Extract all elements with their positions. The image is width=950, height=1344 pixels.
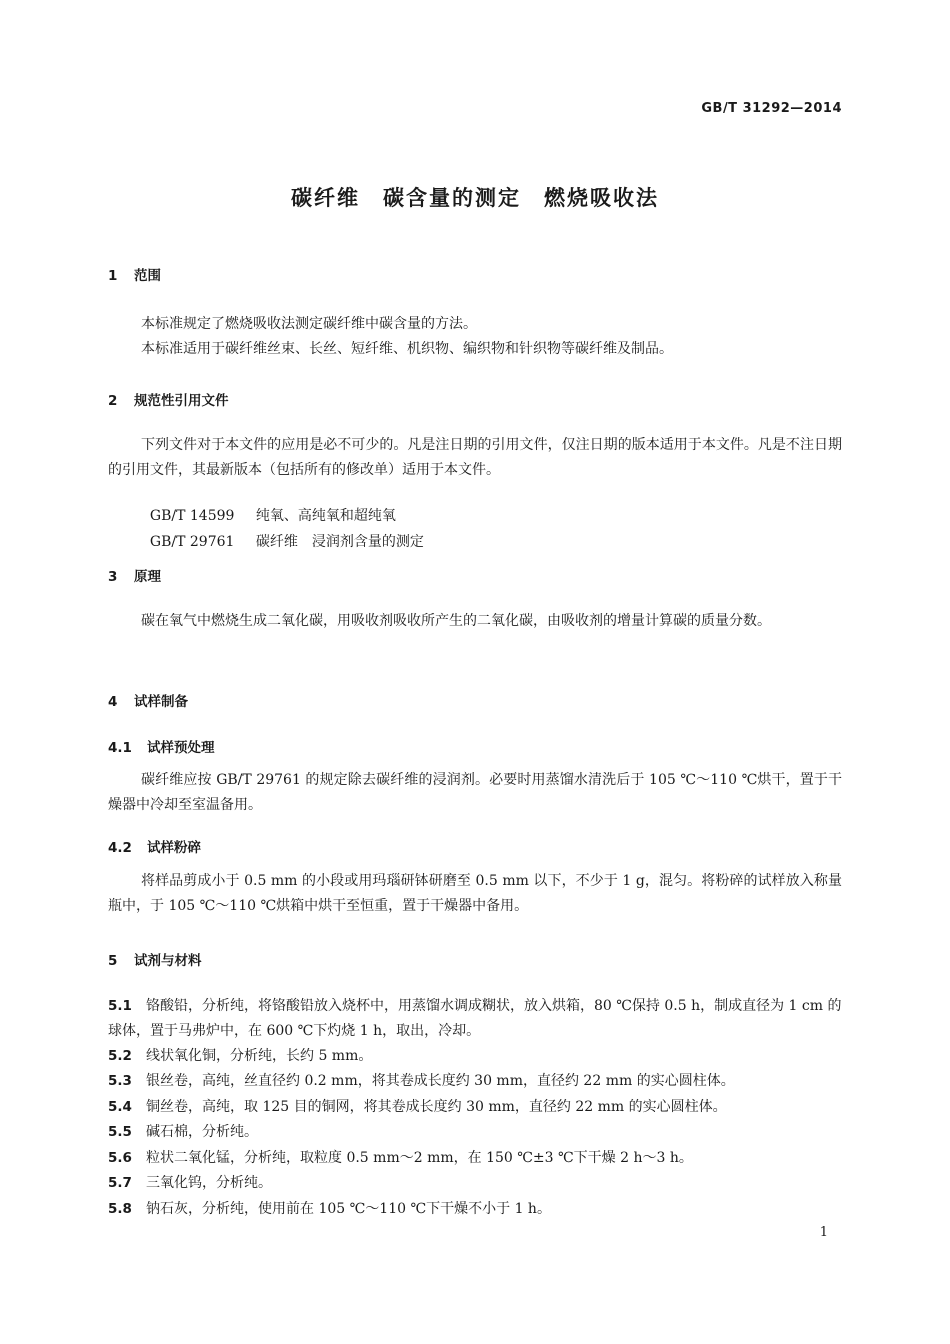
section-3-heading	[108, 565, 161, 585]
item-text: 铬酸铅，分析纯，将铬酸铅放入烧杯中，用蒸馏水调成糊状，放入烘箱，80 ℃保持 0.5 h，制成直径为 1 cm 的球体，置于马弗炉中，在 600 ℃下灼烧 1 h，取出，冷却。	[108, 998, 842, 1039]
scope-paragraph-2: 本标准适用于碳纤维丝束、长丝、短纤维、机织物、编织物和针织物等碳纤维及制品。	[141, 341, 673, 357]
item-number: 5.4	[108, 1099, 132, 1115]
item-text: 银丝卷，高纯，丝直径约 0.2 mm，将其卷成长度约 30 mm，直径约 22 mm 的实心圆柱体。	[146, 1073, 735, 1089]
pretreatment-paragraph: 碳纤维应按 GB/T 29761 的规定除去碳纤维的浸润剂。必要时用蒸馏水清洗后于 105 ℃～110 ℃烘干，置于干燥器中冷却至室温备用。	[108, 772, 842, 813]
section-title: 试剂与材料	[134, 953, 202, 969]
crushing-paragraph: 将样品剪成小于 0.5 mm 的小段或用玛瑙研钵研磨至 0.5 mm 以下，不少于 1 g，混匀。将粉碎的试样放入称量瓶中，于 105 ℃～110 ℃烘箱中烘干至恒重，置于干燥器中备用。	[108, 873, 842, 914]
section-title: 试样粉碎	[147, 840, 201, 856]
section-number: 3	[108, 569, 118, 585]
page-number: 1	[819, 1225, 828, 1240]
material-item	[108, 994, 842, 1044]
section-title: 规范性引用文件	[134, 393, 229, 409]
material-item	[108, 1197, 842, 1222]
item-number: 5.6	[108, 1150, 132, 1166]
reference-title: 碳纤维 浸润剂含量的测定	[255, 534, 424, 550]
section-4-1-heading	[108, 736, 215, 756]
section-2-heading	[108, 389, 229, 409]
material-item	[108, 1120, 842, 1145]
section-1-heading	[108, 264, 161, 284]
material-item	[108, 1069, 842, 1094]
section-title: 试样制备	[134, 694, 188, 710]
section-title: 试样预处理	[147, 740, 215, 756]
section-4-heading	[108, 690, 188, 710]
item-number: 5.2	[108, 1048, 132, 1064]
material-item	[108, 1146, 842, 1171]
material-item	[108, 1171, 842, 1196]
section-number: 4.1	[108, 740, 132, 756]
section-number: 4.2	[108, 840, 132, 856]
section-4-2-heading	[108, 836, 201, 856]
section-title: 原理	[134, 569, 161, 585]
document-title: 碳纤维 碳含量的测定 燃烧吸收法	[291, 186, 659, 210]
item-text: 粒状二氧化锰，分析纯，取粒度 0.5 mm～2 mm，在 150 ℃±3 ℃下干燥 2 h～3 h。	[146, 1150, 693, 1166]
section-number: 5	[108, 953, 118, 969]
material-item	[108, 1044, 842, 1069]
item-text: 线状氧化铜，分析纯，长约 5 mm。	[146, 1048, 373, 1064]
section-number: 2	[108, 393, 118, 409]
references-intro-paragraph: 下列文件对于本文件的应用是必不可少的。凡是注日期的引用文件，仅注日期的版本适用于本文件。凡是不注日期的引用文件，其最新版本（包括所有的修改单）适用于本文件。	[108, 437, 842, 478]
item-number: 5.8	[108, 1201, 132, 1217]
item-number: 5.5	[108, 1124, 132, 1140]
section-number: 1	[108, 268, 118, 284]
scope-paragraph-1: 本标准规定了燃烧吸收法测定碳纤维中碳含量的方法。	[141, 316, 477, 332]
material-item	[108, 1095, 842, 1120]
item-number: 5.1	[108, 998, 132, 1014]
principle-paragraph: 碳在氧气中燃烧生成二氧化碳，用吸收剂吸收所产生的二氧化碳，由吸收剂的增量计算碳的质量分数。	[141, 613, 771, 629]
item-number: 5.7	[108, 1175, 132, 1191]
item-text: 钠石灰，分析纯，使用前在 105 ℃～110 ℃下干燥不小于 1 h。	[146, 1201, 551, 1217]
item-text: 三氧化钨，分析纯。	[146, 1175, 272, 1191]
standard-code: GB/T 31292—2014	[701, 101, 842, 116]
item-text: 碱石棉，分析纯。	[146, 1124, 258, 1140]
section-5-heading	[108, 949, 202, 969]
section-title: 范围	[134, 268, 161, 284]
item-number: 5.3	[108, 1073, 132, 1089]
section-number: 4	[108, 694, 118, 710]
reference-item	[141, 515, 424, 551]
reference-code: GB/T 29761	[149, 534, 235, 550]
reference-title: 纯氧、高纯氧和超纯氧	[255, 508, 396, 524]
reference-code: GB/T 14599	[149, 508, 235, 524]
item-text: 铜丝卷，高纯，取 125 目的铜网，将其卷成长度约 30 mm，直径约 22 mm 的实心圆柱体。	[146, 1099, 727, 1115]
